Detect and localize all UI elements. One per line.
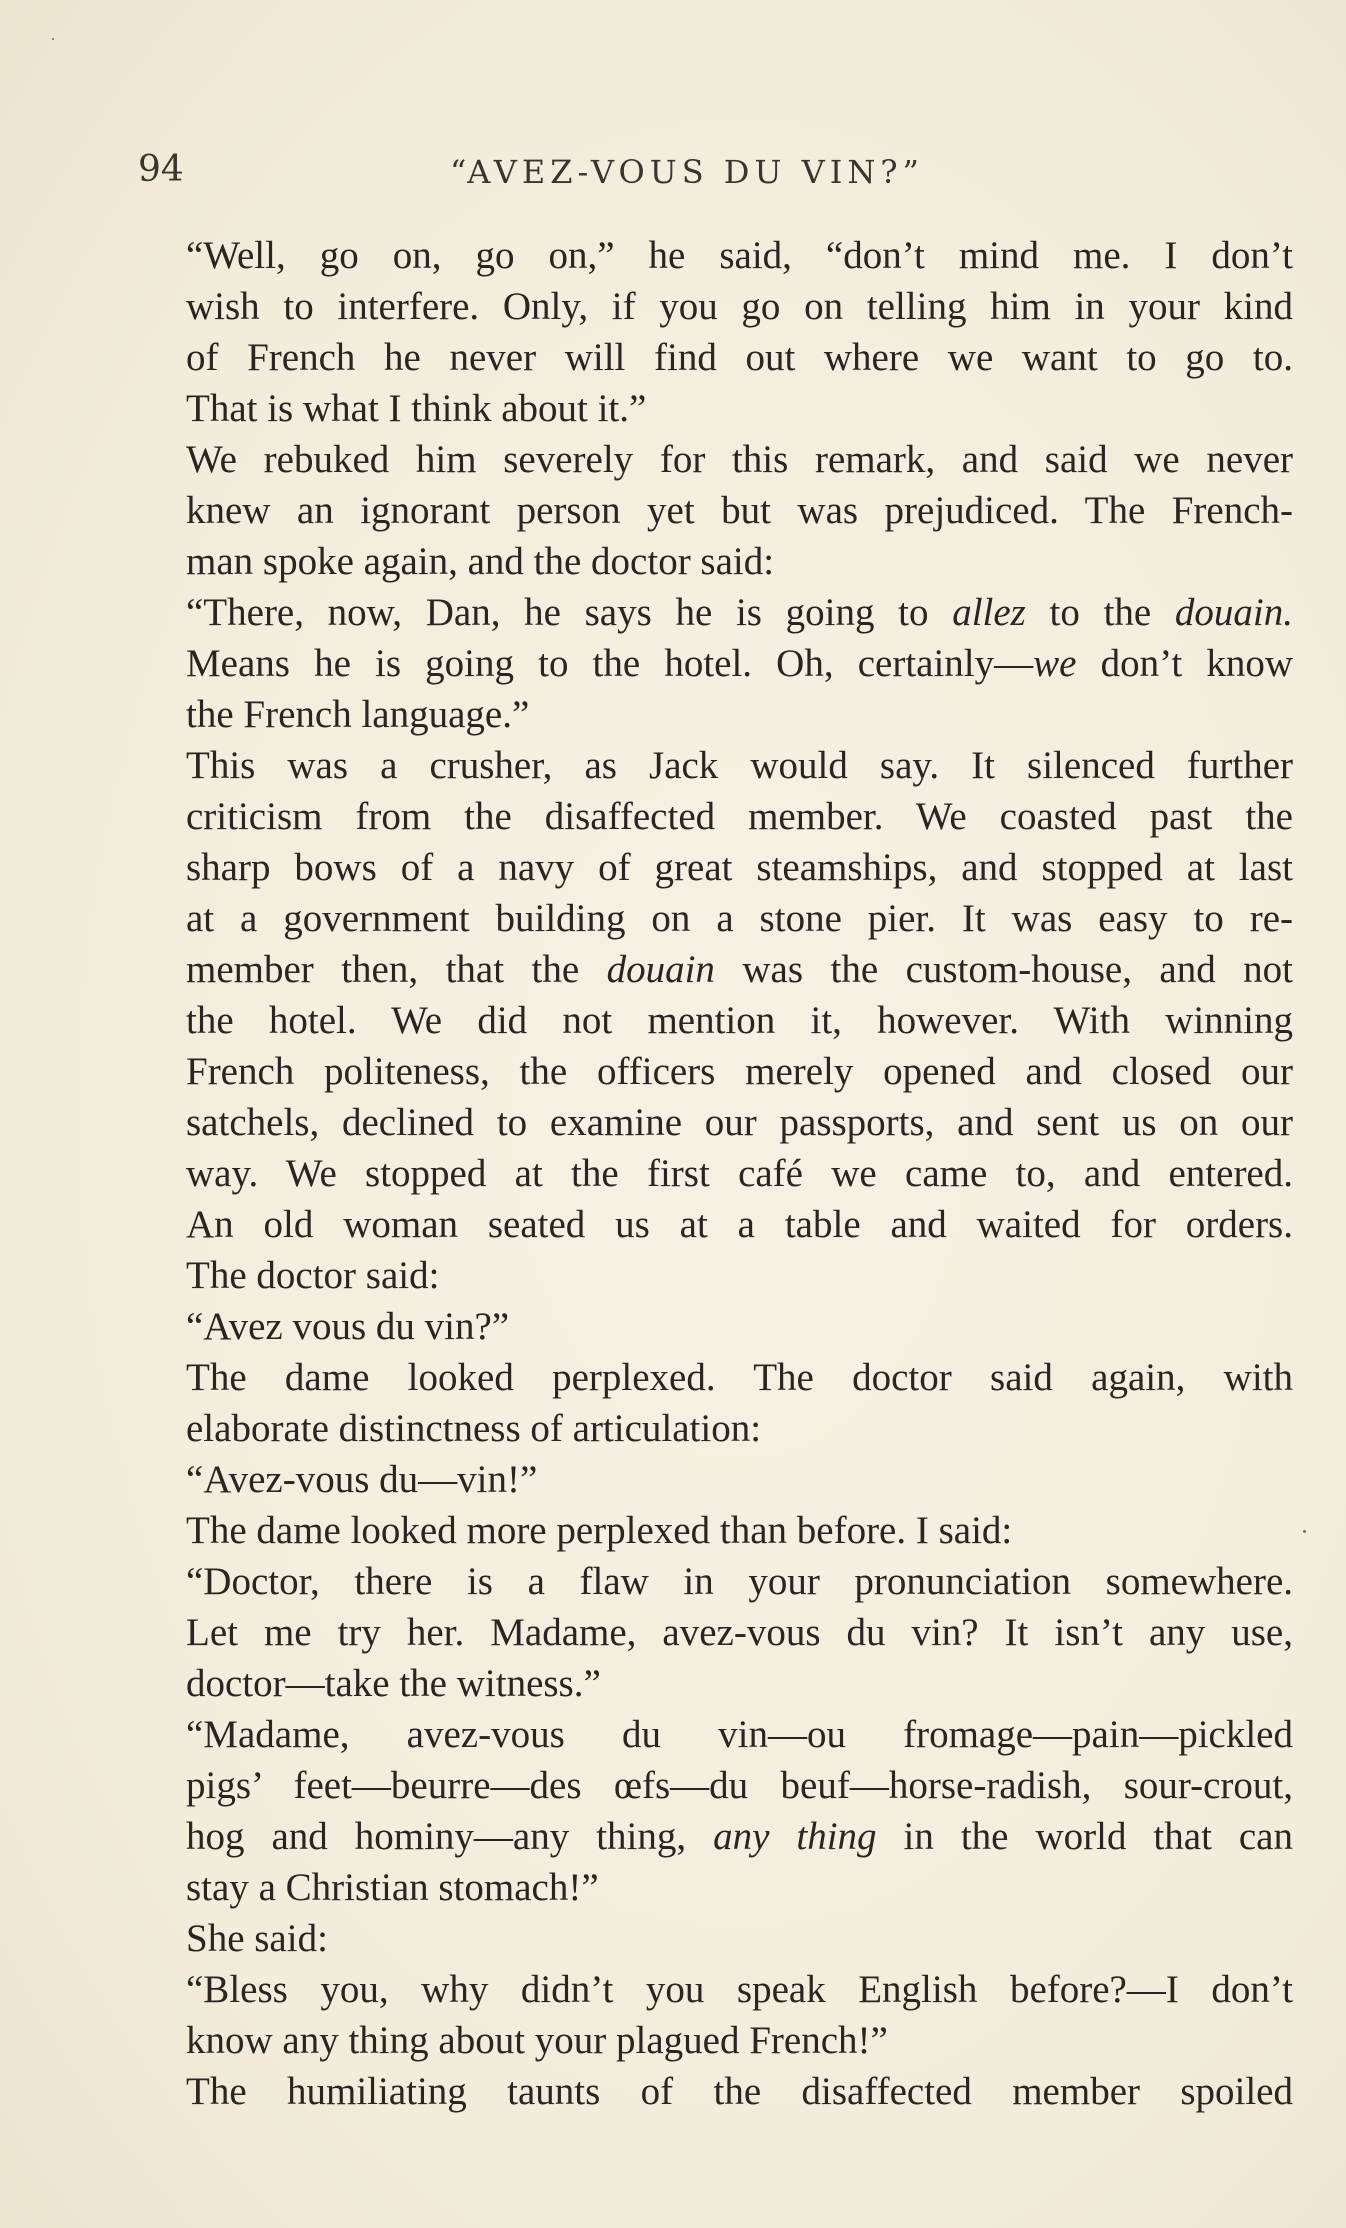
text-line	[138, 587, 1293, 638]
text-line: wish to interfere. Only, if you go on telling him in your kind	[186, 285, 1293, 328]
paragraph	[138, 1913, 1293, 1964]
italic-word: douain.	[1174, 591, 1293, 634]
text-line: That is what I think about it.”	[186, 387, 647, 430]
text-line: She said:	[186, 1917, 328, 1960]
text-run: in the world that can	[876, 1815, 1293, 1858]
running-head: “AVEZ-VOUS DU VIN?”	[450, 153, 924, 191]
italic-word: we	[1033, 642, 1077, 685]
text-run: “There, now, Dan, he says he is going to	[186, 591, 953, 634]
text-run: to the	[1025, 591, 1175, 634]
text-run: Means he is going to the hotel. Oh, certainly—	[186, 642, 1034, 685]
paragraph	[138, 1709, 1293, 1913]
paper-speck	[1303, 1530, 1306, 1533]
text-line: The dame looked perplexed. The doctor said again, with	[186, 1356, 1293, 1399]
text-line: doctor—take the witness.”	[186, 1662, 601, 1705]
text-line	[138, 638, 1293, 689]
text-line: satchels, declined to examine our passports, and sent us on our	[186, 1101, 1293, 1144]
text-line: of French he never will find out where we want to go to.	[186, 336, 1293, 379]
text-line: sharp bows of a navy of great steamships, and stopped at last	[186, 846, 1293, 889]
text-line: The humiliating taunts of the disaffected member spoiled	[186, 2070, 1293, 2113]
text-run: member then, that the	[186, 948, 607, 991]
paragraph	[138, 434, 1293, 587]
paragraph	[138, 2066, 1293, 2117]
text-line: We rebuked him severely for this remark, and said we never	[186, 438, 1293, 481]
text-line	[138, 944, 1293, 995]
text-line: at a government building on a stone pier. It was easy to re-	[186, 897, 1293, 940]
text-line: elaborate distinctness of articulation:	[186, 1407, 762, 1450]
text-line: French politeness, the officers merely opened and closed our	[186, 1050, 1293, 1093]
text-line: the French language.”	[186, 693, 530, 736]
text-line: “Doctor, there is a flaw in your pronunciation somewhere.	[186, 1560, 1293, 1603]
text-line: the hotel. We did not mention it, however. With winning	[186, 999, 1293, 1042]
text-line: Let me try her. Madame, avez-vous du vin? It isn’t any use,	[186, 1611, 1293, 1654]
text-line: way. We stopped at the first café we came to, and entered.	[186, 1152, 1293, 1195]
italic-word: allez	[952, 591, 1026, 634]
text-line: criticism from the disaffected member. We coasted past the	[186, 795, 1293, 838]
paragraph	[138, 230, 1293, 434]
paragraph	[138, 587, 1293, 740]
page-number: 94	[138, 149, 184, 190]
text-line: The doctor said:	[186, 1254, 440, 1297]
italic-word: any thing	[713, 1815, 877, 1858]
italic-word: douain	[606, 948, 715, 991]
text-run: was the custom-house, and not	[714, 948, 1293, 991]
body-text	[138, 230, 1293, 2117]
text-run: don’t know	[1076, 642, 1293, 685]
page-header	[138, 148, 1293, 198]
text-line: stay a Christian stomach!”	[186, 1866, 599, 1909]
paragraph	[138, 1556, 1293, 1709]
text-line: know any thing about your plagued French!”	[186, 2019, 888, 2062]
paragraph	[138, 1301, 1293, 1352]
text-line	[138, 1811, 1293, 1862]
text-line: man spoke again, and the doctor said:	[186, 540, 775, 583]
text-line: An old woman seated us at a table and waited for orders.	[186, 1203, 1293, 1246]
paragraph	[138, 1454, 1293, 1505]
text-line: knew an ignorant person yet but was prejudiced. The French-	[186, 489, 1293, 532]
text-line: This was a crusher, as Jack would say. It silenced further	[186, 744, 1293, 787]
paragraph	[138, 1964, 1293, 2066]
text-line: “Avez vous du vin?”	[186, 1305, 510, 1348]
paper-speck	[52, 38, 54, 40]
text-line: “Avez-vous du—vin!”	[186, 1458, 538, 1501]
text-line: pigs’ feet—beurre—des œfs—du beuf—horse-radish, sour-crout,	[186, 1764, 1293, 1807]
text-line: “Madame, avez-vous du vin—ou fromage—pain—pickled	[186, 1713, 1293, 1756]
paragraph	[138, 1352, 1293, 1454]
text-line: “Well, go on, go on,” he said, “don’t mind me. I don’t	[186, 234, 1293, 277]
paragraph	[138, 1505, 1293, 1556]
text-line: “Bless you, why didn’t you speak English before?—I don’t	[186, 1968, 1293, 2011]
paragraph	[138, 740, 1293, 1301]
text-run: hog and hominy—any thing,	[186, 1815, 714, 1858]
text-line: The dame looked more perplexed than before. I said:	[186, 1509, 1013, 1552]
